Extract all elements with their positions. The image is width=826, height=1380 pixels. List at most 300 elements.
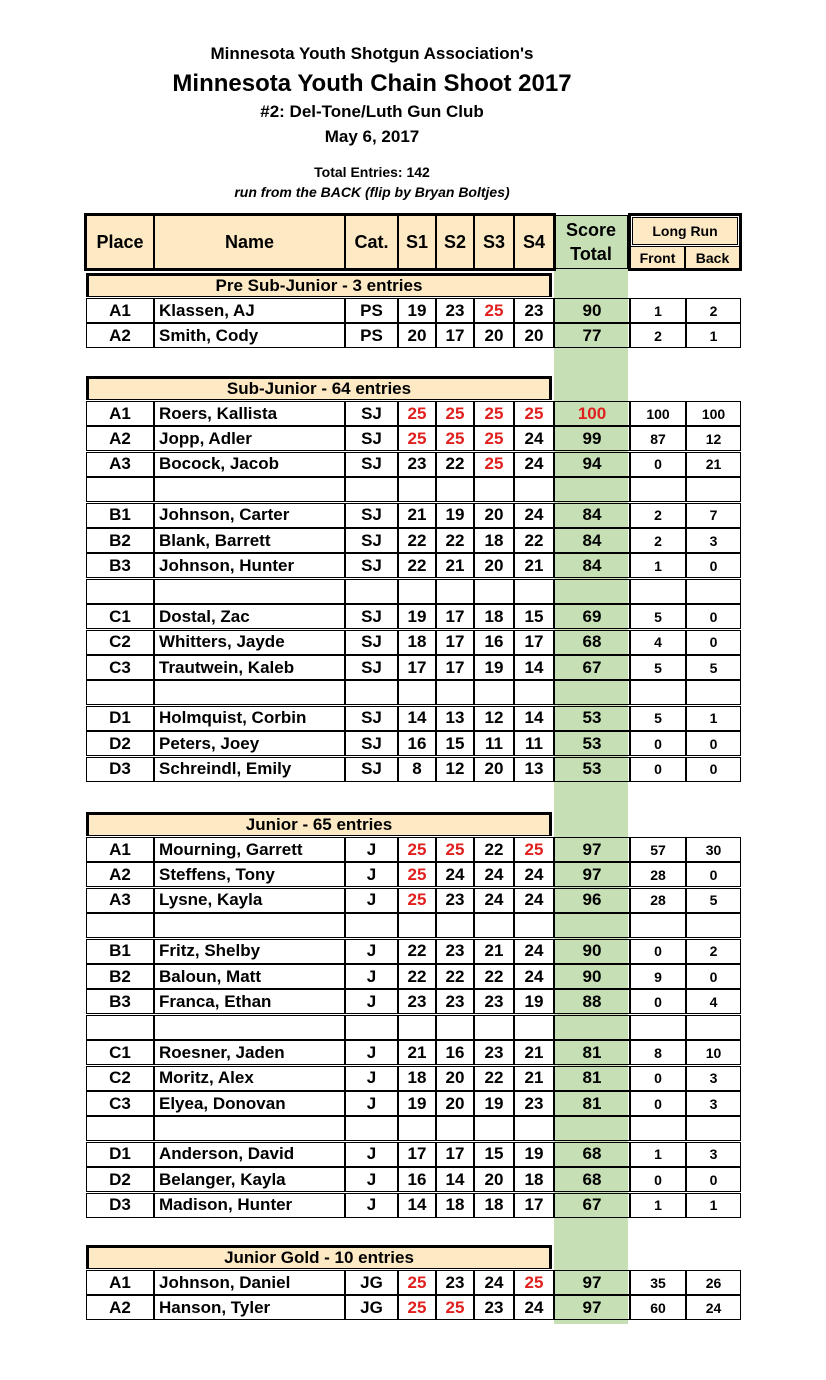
station-4-score: 13 bbox=[514, 757, 554, 782]
long-run-back-cell: 7 bbox=[686, 503, 741, 528]
station-1-score bbox=[398, 913, 436, 938]
station-2-score bbox=[436, 1015, 474, 1040]
long-run-front-cell: 1 bbox=[630, 1193, 686, 1218]
station-4-score: 25 bbox=[514, 1270, 554, 1295]
station-1-score: 22 bbox=[398, 553, 436, 578]
station-2-score: 17 bbox=[436, 1142, 474, 1167]
long-run-back-cell: 30 bbox=[686, 837, 741, 862]
section-title: Sub-Junior - 64 entries bbox=[86, 376, 552, 400]
station-3-score: 19 bbox=[474, 655, 514, 680]
place-cell bbox=[86, 579, 154, 604]
long-run-front-cell: 100 bbox=[630, 401, 686, 426]
station-3-score: 25 bbox=[474, 452, 514, 477]
long-run-front-cell: 1 bbox=[630, 553, 686, 578]
station-4-score: 24 bbox=[514, 503, 554, 528]
station-2-score bbox=[436, 579, 474, 604]
column-header-s2: S2 bbox=[436, 215, 474, 269]
category-cell: SJ bbox=[345, 401, 398, 426]
long-run-back-cell bbox=[686, 1116, 741, 1141]
place-cell: B3 bbox=[86, 989, 154, 1014]
station-4-score: 20 bbox=[514, 323, 554, 348]
long-run-front-cell: 57 bbox=[630, 837, 686, 862]
score-total-cell: 97 bbox=[554, 862, 630, 887]
station-4-score: 19 bbox=[514, 1142, 554, 1167]
station-1-score: 18 bbox=[398, 1066, 436, 1091]
station-1-score: 17 bbox=[398, 1142, 436, 1167]
station-2-score: 23 bbox=[436, 939, 474, 964]
category-cell: SJ bbox=[345, 731, 398, 756]
station-3-score: 11 bbox=[474, 731, 514, 756]
station-3-score: 18 bbox=[474, 1193, 514, 1218]
category-cell: J bbox=[345, 1091, 398, 1116]
name-cell bbox=[154, 579, 345, 604]
section-title: Junior - 65 entries bbox=[86, 812, 552, 836]
venue-title: #2: Del-Tone/Luth Gun Club bbox=[260, 102, 484, 121]
category-cell: SJ bbox=[345, 604, 398, 629]
score-total-cell: 97 bbox=[554, 1270, 630, 1295]
score-total-cell: 67 bbox=[554, 1193, 630, 1218]
name-cell: Johnson, Hunter bbox=[154, 553, 345, 578]
long-run-front-cell: 5 bbox=[630, 604, 686, 629]
long-run-back-cell bbox=[686, 913, 741, 938]
long-run-front-cell: 1 bbox=[630, 298, 686, 323]
station-1-score: 20 bbox=[398, 323, 436, 348]
station-4-score: 23 bbox=[514, 1091, 554, 1116]
station-3-score: 21 bbox=[474, 939, 514, 964]
station-2-score: 22 bbox=[436, 452, 474, 477]
score-total-cell bbox=[554, 1116, 630, 1141]
long-run-front-cell: 2 bbox=[630, 528, 686, 553]
station-3-score: 15 bbox=[474, 1142, 514, 1167]
category-cell bbox=[345, 579, 398, 604]
station-3-score: 22 bbox=[474, 964, 514, 989]
station-1-score: 23 bbox=[398, 989, 436, 1014]
total-entries: Total Entries: 142 bbox=[314, 164, 430, 180]
long-run-back-cell bbox=[686, 477, 741, 502]
category-cell bbox=[345, 913, 398, 938]
station-2-score: 20 bbox=[436, 1091, 474, 1116]
station-4-score: 24 bbox=[514, 888, 554, 913]
score-total-cell: 90 bbox=[554, 939, 630, 964]
station-1-score: 19 bbox=[398, 298, 436, 323]
name-cell: Klassen, AJ bbox=[154, 298, 345, 323]
station-2-score: 22 bbox=[436, 528, 474, 553]
category-cell: J bbox=[345, 1193, 398, 1218]
station-4-score bbox=[514, 1015, 554, 1040]
long-run-back-cell: 3 bbox=[686, 1091, 741, 1116]
name-cell: Smith, Cody bbox=[154, 323, 345, 348]
station-3-score bbox=[474, 477, 514, 502]
station-4-score bbox=[514, 1116, 554, 1141]
name-cell: Holmquist, Corbin bbox=[154, 706, 345, 731]
station-4-score bbox=[514, 680, 554, 705]
station-2-score: 18 bbox=[436, 1193, 474, 1218]
place-cell bbox=[86, 477, 154, 502]
category-cell: JG bbox=[345, 1270, 398, 1295]
category-cell bbox=[345, 477, 398, 502]
station-2-score: 15 bbox=[436, 731, 474, 756]
station-4-score: 14 bbox=[514, 655, 554, 680]
category-cell: SJ bbox=[345, 503, 398, 528]
category-cell: J bbox=[345, 888, 398, 913]
place-cell: C1 bbox=[86, 1040, 154, 1065]
long-run-front-cell bbox=[630, 579, 686, 604]
station-1-score: 18 bbox=[398, 630, 436, 655]
long-run-front-cell: 28 bbox=[630, 862, 686, 887]
station-2-score: 23 bbox=[436, 298, 474, 323]
station-3-score: 24 bbox=[474, 1270, 514, 1295]
name-cell bbox=[154, 1116, 345, 1141]
station-2-score: 17 bbox=[436, 323, 474, 348]
station-2-score: 19 bbox=[436, 503, 474, 528]
station-3-score bbox=[474, 1116, 514, 1141]
station-1-score: 22 bbox=[398, 528, 436, 553]
place-cell: A1 bbox=[86, 837, 154, 862]
station-3-score: 22 bbox=[474, 1066, 514, 1091]
score-total-cell: 88 bbox=[554, 989, 630, 1014]
long-run-back-cell: 0 bbox=[686, 553, 741, 578]
station-4-score: 25 bbox=[514, 401, 554, 426]
long-run-back-cell: 0 bbox=[686, 757, 741, 782]
place-cell: D2 bbox=[86, 1167, 154, 1192]
score-total-cell: 77 bbox=[554, 323, 630, 348]
station-3-score: 18 bbox=[474, 528, 514, 553]
place-cell: B2 bbox=[86, 528, 154, 553]
category-cell: PS bbox=[345, 323, 398, 348]
station-2-score: 25 bbox=[436, 1295, 474, 1320]
place-cell bbox=[86, 1015, 154, 1040]
station-2-score: 17 bbox=[436, 655, 474, 680]
section-title: Pre Sub-Junior - 3 entries bbox=[86, 273, 552, 297]
score-total-cell: 69 bbox=[554, 604, 630, 629]
place-cell: B1 bbox=[86, 503, 154, 528]
station-1-score: 16 bbox=[398, 1167, 436, 1192]
long-run-back-cell: 0 bbox=[686, 731, 741, 756]
score-total-cell: 97 bbox=[554, 837, 630, 862]
station-1-score: 17 bbox=[398, 655, 436, 680]
station-3-score: 12 bbox=[474, 706, 514, 731]
long-run-back-cell: 0 bbox=[686, 1167, 741, 1192]
station-2-score: 17 bbox=[436, 630, 474, 655]
long-run-back-cell: 5 bbox=[686, 655, 741, 680]
category-cell: SJ bbox=[345, 757, 398, 782]
score-total-cell bbox=[554, 913, 630, 938]
category-cell: J bbox=[345, 989, 398, 1014]
name-cell bbox=[154, 477, 345, 502]
place-cell: A1 bbox=[86, 1270, 154, 1295]
place-cell: A1 bbox=[86, 298, 154, 323]
category-cell bbox=[345, 680, 398, 705]
category-cell: SJ bbox=[345, 553, 398, 578]
station-1-score bbox=[398, 1015, 436, 1040]
long-run-front-cell: 0 bbox=[630, 452, 686, 477]
name-cell: Jopp, Adler bbox=[154, 426, 345, 451]
station-3-score bbox=[474, 913, 514, 938]
long-run-back-cell: 1 bbox=[686, 323, 741, 348]
station-4-score bbox=[514, 477, 554, 502]
station-2-score: 23 bbox=[436, 1270, 474, 1295]
score-total-cell: 84 bbox=[554, 503, 630, 528]
place-cell: A2 bbox=[86, 862, 154, 887]
station-3-score: 20 bbox=[474, 757, 514, 782]
station-4-score: 22 bbox=[514, 528, 554, 553]
category-cell: SJ bbox=[345, 630, 398, 655]
place-cell bbox=[86, 680, 154, 705]
station-1-score bbox=[398, 579, 436, 604]
station-2-score bbox=[436, 913, 474, 938]
name-cell: Moritz, Alex bbox=[154, 1066, 345, 1091]
station-1-score: 25 bbox=[398, 837, 436, 862]
station-4-score: 19 bbox=[514, 989, 554, 1014]
station-3-score: 18 bbox=[474, 604, 514, 629]
place-cell: A1 bbox=[86, 401, 154, 426]
column-header-s3: S3 bbox=[474, 215, 514, 269]
station-4-score: 17 bbox=[514, 630, 554, 655]
place-cell: A3 bbox=[86, 452, 154, 477]
long-run-back-cell: 1 bbox=[686, 1193, 741, 1218]
station-2-score: 14 bbox=[436, 1167, 474, 1192]
long-run-front-cell: 5 bbox=[630, 655, 686, 680]
station-4-score: 24 bbox=[514, 1295, 554, 1320]
place-cell bbox=[86, 913, 154, 938]
score-total-cell: 90 bbox=[554, 964, 630, 989]
category-cell: JG bbox=[345, 1295, 398, 1320]
name-cell: Johnson, Carter bbox=[154, 503, 345, 528]
station-3-score bbox=[474, 1015, 514, 1040]
score-total-cell bbox=[554, 1015, 630, 1040]
name-cell: Blank, Barrett bbox=[154, 528, 345, 553]
long-run-back-cell: 0 bbox=[686, 604, 741, 629]
long-run-front-cell: 8 bbox=[630, 1040, 686, 1065]
long-run-back-cell: 3 bbox=[686, 1142, 741, 1167]
name-cell: Roers, Kallista bbox=[154, 401, 345, 426]
place-cell: D3 bbox=[86, 757, 154, 782]
station-2-score: 13 bbox=[436, 706, 474, 731]
column-header-category: Cat. bbox=[345, 215, 398, 269]
name-cell: Johnson, Daniel bbox=[154, 1270, 345, 1295]
name-cell: Bocock, Jacob bbox=[154, 452, 345, 477]
long-run-back-cell: 26 bbox=[686, 1270, 741, 1295]
station-4-score: 25 bbox=[514, 837, 554, 862]
station-2-score: 12 bbox=[436, 757, 474, 782]
station-3-score: 24 bbox=[474, 862, 514, 887]
station-1-score bbox=[398, 1116, 436, 1141]
place-cell: D3 bbox=[86, 1193, 154, 1218]
long-run-back-cell: 10 bbox=[686, 1040, 741, 1065]
station-4-score: 21 bbox=[514, 553, 554, 578]
name-cell: Franca, Ethan bbox=[154, 989, 345, 1014]
name-cell: Lysne, Kayla bbox=[154, 888, 345, 913]
long-run-front-cell: 0 bbox=[630, 1066, 686, 1091]
score-total-cell: 68 bbox=[554, 1142, 630, 1167]
place-cell: D1 bbox=[86, 706, 154, 731]
station-2-score: 20 bbox=[436, 1066, 474, 1091]
station-2-score: 16 bbox=[436, 1040, 474, 1065]
category-cell: PS bbox=[345, 298, 398, 323]
name-cell: Belanger, Kayla bbox=[154, 1167, 345, 1192]
category-cell: SJ bbox=[345, 528, 398, 553]
place-cell: B1 bbox=[86, 939, 154, 964]
score-total-cell: 53 bbox=[554, 757, 630, 782]
long-run-back-cell: 3 bbox=[686, 528, 741, 553]
score-total-cell: 68 bbox=[554, 630, 630, 655]
station-1-score: 22 bbox=[398, 964, 436, 989]
long-run-front-cell: 0 bbox=[630, 1091, 686, 1116]
station-3-score: 25 bbox=[474, 298, 514, 323]
score-total-cell: 94 bbox=[554, 452, 630, 477]
column-header-name: Name bbox=[154, 215, 345, 269]
station-3-score: 20 bbox=[474, 553, 514, 578]
score-total-cell: 90 bbox=[554, 298, 630, 323]
station-1-score: 14 bbox=[398, 706, 436, 731]
name-cell: Schreindl, Emily bbox=[154, 757, 345, 782]
column-header-front: Front bbox=[630, 246, 685, 269]
station-3-score: 23 bbox=[474, 1295, 514, 1320]
section-title: Junior Gold - 10 entries bbox=[86, 1245, 552, 1269]
name-cell: Mourning, Garrett bbox=[154, 837, 345, 862]
station-3-score bbox=[474, 680, 514, 705]
name-cell: Whitters, Jayde bbox=[154, 630, 345, 655]
long-run-front-cell: 2 bbox=[630, 323, 686, 348]
category-cell: J bbox=[345, 1142, 398, 1167]
station-2-score bbox=[436, 477, 474, 502]
station-4-score: 17 bbox=[514, 1193, 554, 1218]
name-cell: Madison, Hunter bbox=[154, 1193, 345, 1218]
station-2-score: 22 bbox=[436, 964, 474, 989]
station-4-score: 24 bbox=[514, 939, 554, 964]
long-run-front-cell: 0 bbox=[630, 989, 686, 1014]
station-4-score bbox=[514, 579, 554, 604]
station-2-score: 25 bbox=[436, 401, 474, 426]
name-cell: Peters, Joey bbox=[154, 731, 345, 756]
long-run-back-cell bbox=[686, 579, 741, 604]
category-cell: SJ bbox=[345, 452, 398, 477]
station-4-score: 24 bbox=[514, 862, 554, 887]
score-total-cell: 97 bbox=[554, 1295, 630, 1320]
column-header-back: Back bbox=[685, 246, 740, 269]
long-run-back-cell: 2 bbox=[686, 298, 741, 323]
place-cell: C2 bbox=[86, 630, 154, 655]
long-run-front-cell bbox=[630, 1015, 686, 1040]
station-1-score: 25 bbox=[398, 401, 436, 426]
long-run-front-cell: 4 bbox=[630, 630, 686, 655]
long-run-back-cell: 5 bbox=[686, 888, 741, 913]
station-3-score: 25 bbox=[474, 401, 514, 426]
place-cell: C1 bbox=[86, 604, 154, 629]
station-1-score: 16 bbox=[398, 731, 436, 756]
station-3-score: 19 bbox=[474, 1091, 514, 1116]
place-cell bbox=[86, 1116, 154, 1141]
score-total-cell: 81 bbox=[554, 1040, 630, 1065]
long-run-front-cell bbox=[630, 913, 686, 938]
place-cell: C2 bbox=[86, 1066, 154, 1091]
station-3-score: 25 bbox=[474, 426, 514, 451]
score-total-cell: 99 bbox=[554, 426, 630, 451]
long-run-front-cell bbox=[630, 477, 686, 502]
score-total-cell: 84 bbox=[554, 528, 630, 553]
column-header-score-total: Score Total bbox=[554, 215, 628, 269]
name-cell bbox=[154, 913, 345, 938]
station-2-score: 23 bbox=[436, 989, 474, 1014]
category-cell: J bbox=[345, 837, 398, 862]
station-1-score: 25 bbox=[398, 426, 436, 451]
station-4-score: 15 bbox=[514, 604, 554, 629]
station-3-score: 22 bbox=[474, 837, 514, 862]
score-total-cell bbox=[554, 477, 630, 502]
long-run-back-cell: 3 bbox=[686, 1066, 741, 1091]
name-cell: Trautwein, Kaleb bbox=[154, 655, 345, 680]
long-run-front-cell: 2 bbox=[630, 503, 686, 528]
category-cell: SJ bbox=[345, 706, 398, 731]
category-cell: J bbox=[345, 939, 398, 964]
name-cell bbox=[154, 680, 345, 705]
station-2-score: 23 bbox=[436, 888, 474, 913]
station-2-score: 21 bbox=[436, 553, 474, 578]
station-1-score: 25 bbox=[398, 1270, 436, 1295]
station-3-score: 16 bbox=[474, 630, 514, 655]
station-1-score: 23 bbox=[398, 452, 436, 477]
place-cell: A2 bbox=[86, 1295, 154, 1320]
station-2-score: 25 bbox=[436, 837, 474, 862]
station-1-score: 21 bbox=[398, 1040, 436, 1065]
event-date: May 6, 2017 bbox=[324, 127, 420, 146]
score-total-cell: 81 bbox=[554, 1091, 630, 1116]
station-1-score: 25 bbox=[398, 888, 436, 913]
score-total-cell: 81 bbox=[554, 1066, 630, 1091]
name-cell: Anderson, David bbox=[154, 1142, 345, 1167]
place-cell: B3 bbox=[86, 553, 154, 578]
category-cell: J bbox=[345, 964, 398, 989]
station-4-score: 21 bbox=[514, 1066, 554, 1091]
station-1-score: 8 bbox=[398, 757, 436, 782]
station-4-score: 24 bbox=[514, 452, 554, 477]
name-cell: Roesner, Jaden bbox=[154, 1040, 345, 1065]
score-total-cell: 84 bbox=[554, 553, 630, 578]
long-run-front-cell: 0 bbox=[630, 1167, 686, 1192]
long-run-front-cell: 35 bbox=[630, 1270, 686, 1295]
place-cell: A2 bbox=[86, 323, 154, 348]
station-4-score bbox=[514, 913, 554, 938]
column-header-s4: S4 bbox=[514, 215, 554, 269]
long-run-front-cell: 28 bbox=[630, 888, 686, 913]
long-run-back-cell: 100 bbox=[686, 401, 741, 426]
place-cell: A3 bbox=[86, 888, 154, 913]
name-cell: Hanson, Tyler bbox=[154, 1295, 345, 1320]
station-4-score: 23 bbox=[514, 298, 554, 323]
station-4-score: 24 bbox=[514, 426, 554, 451]
score-total-cell: 67 bbox=[554, 655, 630, 680]
category-cell: J bbox=[345, 862, 398, 887]
event-title: Minnesota Youth Chain Shoot 2017 bbox=[172, 70, 572, 97]
station-2-score bbox=[436, 680, 474, 705]
long-run-back-cell: 4 bbox=[686, 989, 741, 1014]
long-run-back-cell: 12 bbox=[686, 426, 741, 451]
station-1-score: 22 bbox=[398, 939, 436, 964]
long-run-front-cell bbox=[630, 680, 686, 705]
station-4-score: 21 bbox=[514, 1040, 554, 1065]
long-run-back-cell: 24 bbox=[686, 1295, 741, 1320]
place-cell: A2 bbox=[86, 426, 154, 451]
long-run-back-cell: 1 bbox=[686, 706, 741, 731]
long-run-front-cell bbox=[630, 1116, 686, 1141]
shoot-note: run from the BACK (flip by Bryan Boltjes) bbox=[234, 184, 510, 200]
score-total-cell: 53 bbox=[554, 731, 630, 756]
station-3-score: 20 bbox=[474, 1167, 514, 1192]
score-total-cell: 68 bbox=[554, 1167, 630, 1192]
column-header-long-run: Long Run bbox=[632, 217, 738, 245]
category-cell: J bbox=[345, 1066, 398, 1091]
station-4-score: 14 bbox=[514, 706, 554, 731]
